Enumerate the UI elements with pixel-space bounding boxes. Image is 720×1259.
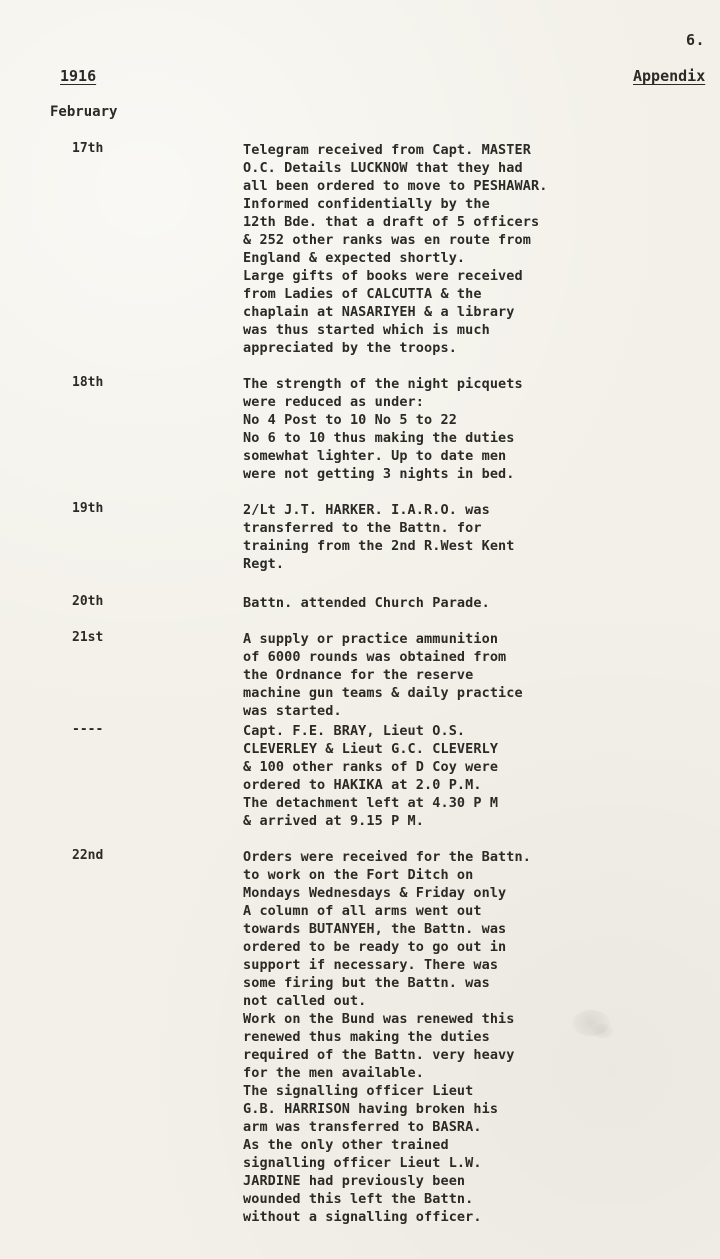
entry-date: 21st: [72, 630, 104, 645]
entry-text: Telegram received from Capt. MASTER O.C. Details LUCKNOW that they had all been ordered to move to PESHAWAR. Informed confidentially by the 12th Bde. that a draft of 5 officers & 252 other ranks was en route from England & expected shortly. Large gifts of books were received from Ladies of CALCUTTA & the chaplain at NASARIYEH & a library was thus started which is much appreciated by the troops.: [243, 142, 548, 356]
entry-date: 17th: [72, 141, 104, 156]
entry-date: 19th: [72, 501, 104, 516]
entry-text: The strength of the night picquets were reduced as under: No 4 Post to 10 No 5 to 22 No 6 to 10 thus making the duties somewhat lighter. Up to date men were not getting 3 nights in bed.: [243, 376, 523, 482]
entry-date: ----: [72, 722, 104, 737]
year-heading: 1916: [60, 67, 97, 85]
entry-text: Capt. F.E. BRAY, Lieut O.S. CLEVERLEY & Lieut G.C. CLEVERLY & 100 other ranks of D Coy were ordered to HAKIKA at 2.0 P.M. The detachment left at 4.30 P M & arrived at 9.15 P M.: [243, 723, 499, 829]
entry-date: 20th: [72, 594, 104, 609]
month-heading: February: [50, 104, 118, 120]
page-number: 6.: [686, 31, 706, 49]
appendix-heading: Appendix: [633, 67, 706, 85]
entry-text: Battn. attended Church Parade.: [243, 595, 490, 611]
entry-text: A supply or practice ammunition of 6000 rounds was obtained from the Ordnance for the reserve machine gun teams & daily practice was started.: [243, 631, 523, 719]
entry-text: 2/Lt J.T. HARKER. I.A.R.O. was transferred to the Battn. for training from the 2nd R.West Kent Regt.: [243, 502, 515, 572]
entry-text: Orders were received for the Battn. to work on the Fort Ditch on Mondays Wednesdays & Friday only A column of all arms went out towards BUTANYEH, the Battn. was ordered to be ready to go out in support if necessary. There was some firing but the Battn. was not called out. Work on the Bund was renewed this renewed thus making the duties required of the Battn. very heavy for the men available. The signalling officer Lieut G.B. HARRISON having broken his arm was transferred to BASRA. As the only other trained signalling officer Lieut L.W. JARDINE had previously been wounded this left the Battn. without a signalling officer.: [243, 849, 531, 1225]
entry-date: 22nd: [72, 848, 104, 863]
entry-date: 18th: [72, 375, 104, 390]
